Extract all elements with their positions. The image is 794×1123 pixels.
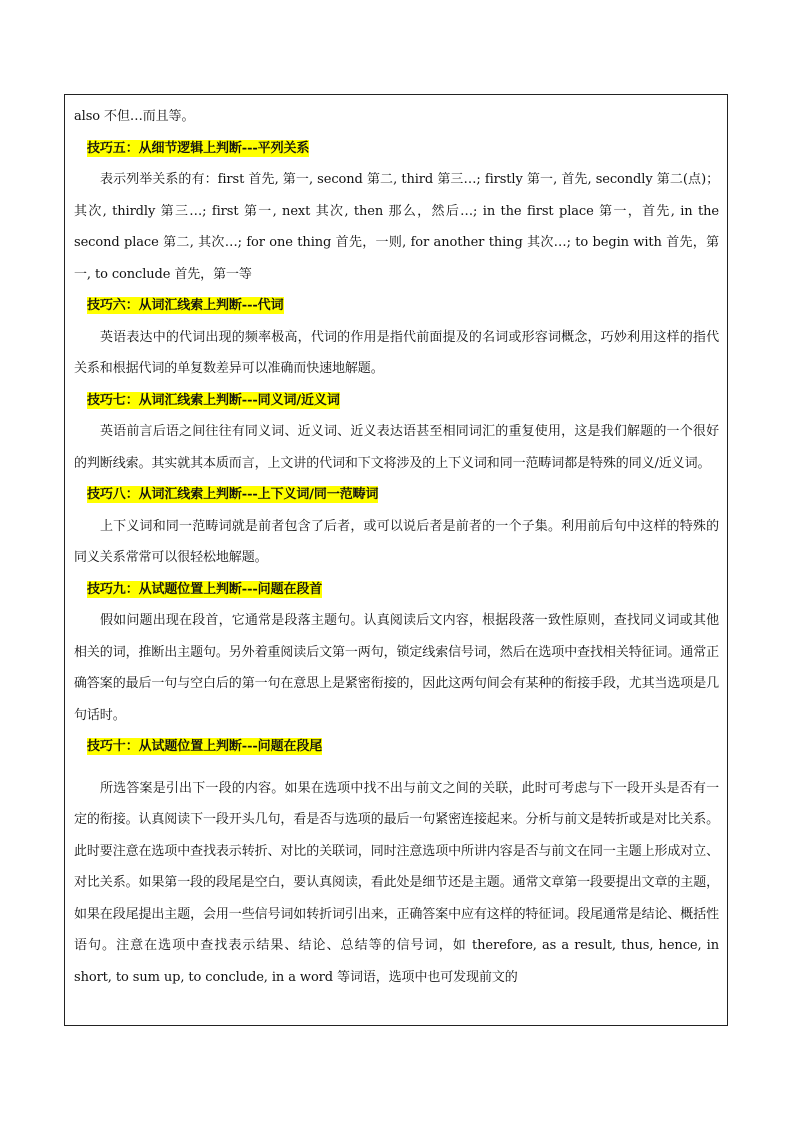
intro-line: also 不但…而且等。 [74, 109, 195, 124]
section-heading: 技巧六：从词汇线索上判断---代词 [87, 298, 284, 313]
document-body [74, 101, 719, 993]
section-heading: 技巧七：从词汇线索上判断---同义词/近义词 [87, 392, 340, 408]
section-heading: 技巧九：从试题位置上判断---问题在段首 [87, 581, 323, 597]
section-paragraph: 假如问题出现在段首，它通常是段落主题句。认真阅读后文内容，根据段落一致性原则，查找同义词或其他相关的词，推断出主题句。另外着重阅读后文第一两句，锁定线索信号词，然后在选项中查找相关特征词。通常正确答案的最后一句与空白后的第一句在意思上是紧密衔接的，因此这两句间会有某种的衔接手段，尤其当选项是几句话时。 [74, 613, 720, 723]
section-paragraph: 所选答案是引出下一段的内容。如果在选项中找不出与前文之间的关联，此时可考虑与下一段开头是否有一定的衔接。认真阅读下一段开头几句，看是否与选项的最后一句紧密连接起来。分析与前文是转折或是对比关系。此时要注意在选项中查找表示转折、对比的关联词，同时注意选项中所讲内容是否与前文在同一主题上形成对立、对比关系。如果第一段的段尾是空白，要认真阅读，看此处是细节还是主题。通常文章第一段要提出文章的主题，如果在段尾提出主题，会用一些信号词如转折词引出来，正确答案中应有这样的特征词。段尾通常是结论、概括性语句。注意在选项中查找表示结果、结论、总结等的信号词，如 therefore, as a result, thus, hence, in short, to sum up, to conclude, in a word 等词语，选项中也可发现前文的 [74, 780, 720, 985]
section-heading: 技巧五：从细节逻辑上判断---平列关系 [87, 140, 310, 156]
section-heading: 技巧八：从词汇线索上判断---上下义词/同一范畴词 [87, 487, 379, 502]
section-heading: 技巧十：从试题位置上判断---问题在段尾 [87, 739, 323, 754]
page-frame [64, 94, 728, 1026]
section-paragraph: 上下义词和同一范畴词就是前者包含了后者，或可以说后者是前者的一个子集。利用前后句中这样的特殊的同义关系常常可以很轻松地解题。 [74, 518, 719, 565]
section-paragraph: 英语前言后语之间往往有同义词、近义词、近义表达语甚至相同词汇的重复使用，这是我们解题的一个很好的判断线索。其实就其本质而言，上文讲的代词和下文将涉及的上下义词和同一范畴词都是特殊的同义/近义词。 [74, 424, 719, 471]
section-paragraph: 表示列举关系的有：first 首先, 第一, second 第二, third 第三…; firstly 第一, 首先, secondly 第二(点)；其次, thirdly 第三…; first 第一, next 其次, then 那么，然后…; in the first place 第一，首先, in the second place 第二, 其次…; for one thing 首先，一则, for another thing 其次…; to begin with 首先，第一, to conclude 首先，第一等 [74, 172, 719, 282]
section-paragraph: 英语表达中的代词出现的频率极高，代词的作用是指代前面提及的名词或形容词概念，巧妙利用这样的指代关系和根据代词的单复数差异可以准确而快速地解题。 [74, 329, 719, 376]
